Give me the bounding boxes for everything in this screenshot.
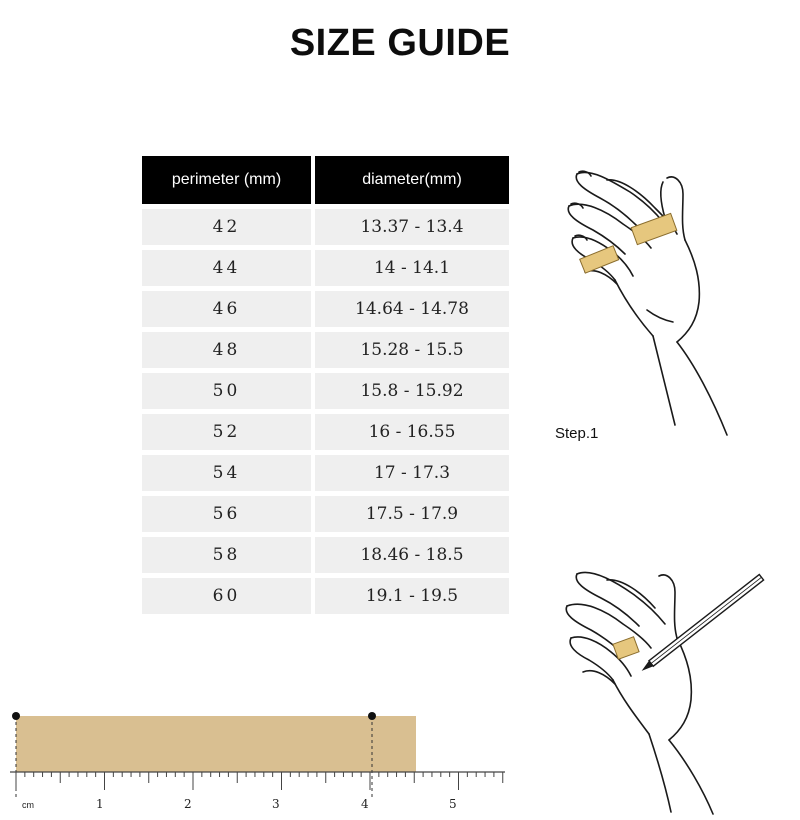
diameter-cell: 18.46 - 18.5 [315, 537, 509, 573]
table-row [142, 414, 509, 450]
diameter-cell: 17.5 - 17.9 [315, 496, 509, 532]
table-row [142, 578, 509, 614]
perimeter-cell: 44 [142, 250, 311, 286]
ruler-number: 3 [272, 797, 280, 811]
diameter-cell: 19.1 - 19.5 [315, 578, 509, 614]
table-row [142, 537, 509, 573]
size-table [138, 151, 513, 619]
hand-with-paper-strip-illustration [555, 160, 740, 445]
table-row [142, 455, 509, 491]
table-row [142, 291, 509, 327]
table-row [142, 209, 509, 245]
table-row [142, 250, 509, 286]
diameter-cell: 15.28 - 15.5 [315, 332, 509, 368]
table-row [142, 373, 509, 409]
ruler-number: 4 [361, 797, 369, 811]
perimeter-header: perimeter (mm) [142, 156, 311, 204]
end-mark-dot [368, 712, 376, 720]
ruler-number: 2 [184, 797, 192, 811]
paper-strip [16, 716, 416, 772]
page-title: SIZE GUIDE [289, 22, 511, 64]
table-row [142, 496, 509, 532]
diameter-header: diameter(mm) [315, 156, 509, 204]
diameter-cell: 14 - 14.1 [315, 250, 509, 286]
perimeter-cell: 60 [142, 578, 311, 614]
diameter-cell: 16 - 16.55 [315, 414, 509, 450]
perimeter-cell: 50 [142, 373, 311, 409]
perimeter-cell: 46 [142, 291, 311, 327]
table-row [142, 332, 509, 368]
hand-marking-with-pen-illustration [555, 562, 780, 817]
perimeter-cell: 54 [142, 455, 311, 491]
perimeter-cell: 58 [142, 537, 311, 573]
step-1-label: Step.1 [555, 425, 599, 442]
perimeter-cell: 42 [142, 209, 311, 245]
perimeter-cell: 52 [142, 414, 311, 450]
perimeter-cell: 56 [142, 496, 311, 532]
ruler-ticks [16, 772, 503, 790]
ruler-number: 1 [96, 797, 104, 811]
ruler-illustration [0, 700, 520, 820]
diameter-cell: 13.37 - 13.4 [315, 209, 509, 245]
diameter-cell: 17 - 17.3 [315, 455, 509, 491]
ruler-number: 5 [449, 797, 457, 811]
diameter-cell: 14.64 - 14.78 [315, 291, 509, 327]
diameter-cell: 15.8 - 15.92 [315, 373, 509, 409]
table-header-row [142, 156, 509, 204]
start-mark-dot [12, 712, 20, 720]
perimeter-cell: 48 [142, 332, 311, 368]
ruler-unit-label: cm [22, 800, 34, 810]
